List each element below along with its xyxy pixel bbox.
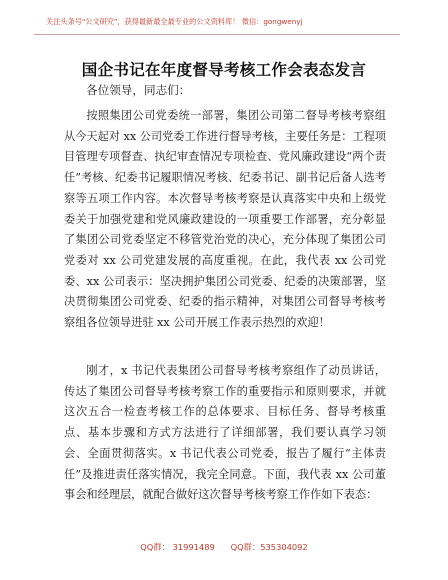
paragraph-1: 按照集团公司党委统一部署，集团公司第二督导考核考察组从今天起对 xx 公司党委工作进行督导考核，主要任务是：工程项目管理专项督查、执纪审查情况专项检查、党风廉政建设“两个责任”考核、纪委书记履职情况考核、纪委书记、副书记后备人选考察等五项工作内容。本次督导考核考察是认真落实中央和上级党委关于加强党建和党风廉政建设的一项重要工作部署，充分彰显了集团公司党委坚定不移管党治党的决心，充分体现了集团公司党委对 xx 公司党建发展的高度重视。在此，我代表 xx 公司党委、xx 公司表示：坚决拥护集团公司党委、纪委的决策部署，坚决贯彻集团公司党委、纪委的指示精神，对集团公司督导考核考察组各位领导进驻 xx 公司开展工作表示热烈的欢迎！ bbox=[64, 109, 386, 330]
header-banner-text: 关注头条号"公文研究"，获得最新最全最专业的公文资料库！ 微信：gongwenyj bbox=[46, 17, 303, 26]
footer-contact: QQ群： 31991489 QQ群：535304092 bbox=[140, 542, 308, 552]
salutation: 各位领导，同志们： bbox=[86, 83, 191, 97]
paragraph-2: 刚才，x 书记代表集团公司督导考核考察组作了动员讲话，传达了集团公司督导考核考察工作的重要指示和原则要求，并就这次五合一检查考核工作的总体要求、目标任务、督导考核重点、基本步骤和方式方法进行了详细部署，我们要认真学习领会、全面贯彻落实。x 书记代表公司党委，报告了履行“主体责任”及推进责任落实情况，我完全同意。下面，我代表 xx 公司董事会和经理层，就配合做好这次督导考核考察工作作如下表态： bbox=[64, 364, 386, 502]
document-title: 国企书记在年度督导考核工作会表态发言 bbox=[81, 61, 367, 79]
header-banner bbox=[34, 12, 400, 35]
